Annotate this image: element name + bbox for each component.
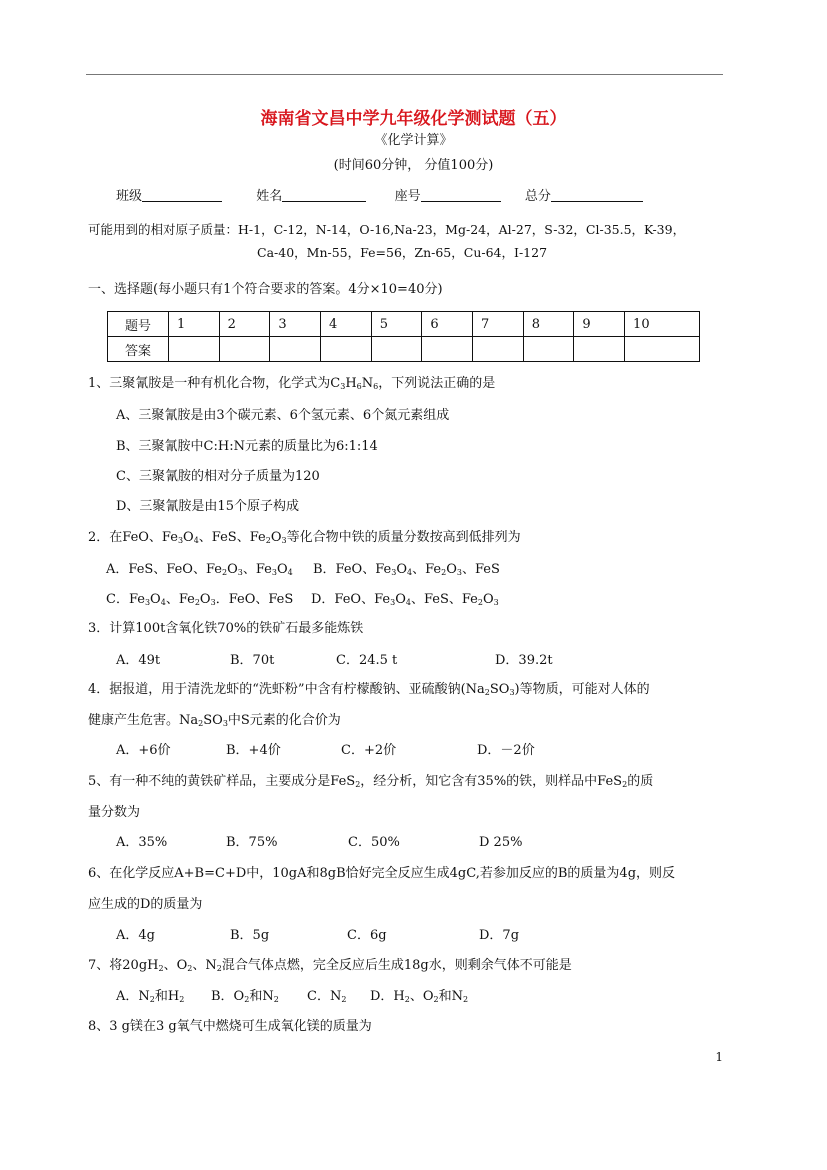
answer-cell[interactable] [371, 337, 422, 362]
question-6-option-c: C．6g [347, 928, 387, 943]
question-3-stem: 3．计算100t含氧化铁70%的铁矿石最多能炼铁 [88, 621, 364, 636]
question-2-option-c: C．$Fe_3O_4$、$Fe_2O_3$．FeO、FeS [106, 592, 294, 607]
question-7-option-c: C．$N_2$ [307, 989, 347, 1004]
question-5-stem-1: 5、有一种不纯的黄铁矿样品，主要成分是FeS$_2$，经分析，知它含有35%的铁，则样品中FeS$_2$的质 [88, 774, 654, 789]
question-7-stem: 7、将$20gH_2$、$O_2$、$N_2$混合气体点燃，完全反应后生成18g水，则剩余气体不可能是 [88, 958, 572, 973]
answer-table [107, 311, 700, 362]
table-row [108, 337, 700, 362]
name-label: 姓名 [256, 189, 283, 204]
question-2-option-d: D．FeO、$Fe_3O_4$、FeS、$Fe_2O_3$ [311, 592, 499, 607]
question-5-stem-2: 量分数为 [88, 805, 141, 820]
time-info: (时间60分钟， 分值100分) [333, 158, 494, 173]
name-blank[interactable] [282, 187, 366, 202]
question-4-option-c: C．+2价 [341, 743, 397, 758]
answer-cell[interactable] [270, 337, 321, 362]
seat-label: 座号 [394, 189, 421, 204]
answer-cell[interactable] [473, 337, 524, 362]
table-row-label: 题号 [108, 312, 169, 337]
question-6-stem-2: 应生成的D的质量为 [88, 897, 203, 912]
question-1-option-c: C、三聚氰胺的相对分子质量为120 [116, 469, 320, 484]
question-1-stem: 1、三聚氰胺是一种有机化合物，化学式为$C_3H_6N_6$，下列说法正确的是 [88, 376, 496, 391]
question-4-stem-2: 健康产生危害。$Na_2SO_3$中S元素的化合价为 [88, 713, 341, 728]
question-2-option-b: B．FeO、$Fe_3O_4$、$Fe_2O_3$、FeS [313, 562, 500, 577]
table-cell: 1 [169, 312, 220, 337]
question-5-option-d: D 25% [479, 835, 523, 850]
question-5-option-a: A．35% [116, 835, 168, 850]
question-4-stem-1: 4．据报道，用于清洗龙虾的“洗虾粉”中含有柠檬酸钠、亚硫酸钠$(Na_2SO_3)$等物质，可能对人体的 [88, 682, 650, 697]
question-3-option-b: B．70t [230, 653, 275, 668]
class-blank[interactable] [142, 187, 222, 202]
page-title: 海南省文昌中学九年级化学测试题（五） [260, 109, 567, 129]
question-4-option-d: D．－2价 [477, 743, 535, 758]
table-row [108, 312, 700, 337]
question-2-option-a: A．FeS、FeO、$Fe_2O_3$、$Fe_3O_4$ [106, 562, 293, 577]
answer-cell[interactable] [574, 337, 625, 362]
page-subtitle: 《化学计算》 [374, 133, 453, 148]
answer-cell[interactable] [523, 337, 574, 362]
question-2-stem: 2．在FeO、$Fe_3O_4$、FeS、$Fe_2O_3$等化合物中铁的质量分数按高到低排列为 [88, 530, 521, 545]
question-6-stem-1: 6、在化学反应A+B=C+D中，10gA和8gB恰好完全反应生成4gC,若参加反应的B的质量为4g，则反 [88, 866, 676, 881]
table-cell: 6 [422, 312, 473, 337]
question-3-option-c: C．24.5 t [336, 653, 398, 668]
question-1-option-b: B、三聚氰胺中C:H:N元素的质量比为6:1:14 [116, 439, 378, 454]
question-3-option-d: D．39.2t [495, 653, 553, 668]
section-heading: 一、选择题(每小题只有1个符合要求的答案。4分×10=40分) [88, 282, 443, 297]
table-cell: 2 [219, 312, 270, 337]
table-cell: 7 [473, 312, 524, 337]
question-1-option-d: D、三聚氰胺是由15个原子构成 [116, 499, 299, 514]
table-cell: 8 [523, 312, 574, 337]
score-label: 总分 [524, 189, 551, 204]
question-1-option-a: A、三聚氰胺是由3个碳元素、6个氢元素、6个氮元素组成 [116, 408, 450, 423]
answer-cell[interactable] [422, 337, 473, 362]
seat-blank[interactable] [421, 187, 501, 202]
question-3-option-a: A．49t [116, 653, 161, 668]
answer-cell[interactable] [625, 337, 700, 362]
student-info-line [116, 187, 643, 206]
atomic-mass-line-2: Ca-40，Mn-55，Fe=56，Zn-65，Cu-64，I-127 [257, 245, 548, 260]
question-5-option-c: C．50% [348, 835, 400, 850]
question-8-stem: 8、3 g镁在3 g氧气中燃烧可生成氧化镁的质量为 [88, 1019, 372, 1034]
score-blank[interactable] [551, 187, 643, 202]
question-7-option-b: B．$O_2$和$N_2$ [211, 989, 279, 1004]
table-cell: 4 [321, 312, 372, 337]
table-cell: 3 [270, 312, 321, 337]
answer-cell[interactable] [169, 337, 220, 362]
question-5-option-b: B．75% [226, 835, 278, 850]
question-7-option-d: D．$H_2$、$O_2$和$N_2$ [370, 989, 469, 1004]
header-rule [86, 74, 723, 75]
atomic-mass-values-1: H-1，C-12，N-14，O-16,Na-23，Mg-24，Al-27，S-32，Cl-35.5，K-39， [238, 222, 686, 237]
class-label: 班级 [116, 189, 143, 204]
table-row-label: 答案 [108, 337, 169, 362]
atomic-mass-label: 可能用到的相对原子质量： [88, 222, 239, 237]
table-cell: 10 [625, 312, 700, 337]
question-6-option-b: B．5g [230, 928, 270, 943]
table-cell: 5 [371, 312, 422, 337]
question-6-option-d: D．7g [479, 928, 520, 943]
question-7-option-a: A．$N_2$和$H_2$ [116, 989, 185, 1004]
question-4-option-b: B．+4价 [226, 743, 281, 758]
question-4-option-a: A．+6价 [116, 743, 171, 758]
page-number: 1 [715, 1050, 723, 1064]
question-6-option-a: A．4g [116, 928, 155, 943]
answer-cell[interactable] [219, 337, 270, 362]
atomic-mass-line-1 [88, 221, 685, 239]
table-cell: 9 [574, 312, 625, 337]
answer-cell[interactable] [321, 337, 372, 362]
